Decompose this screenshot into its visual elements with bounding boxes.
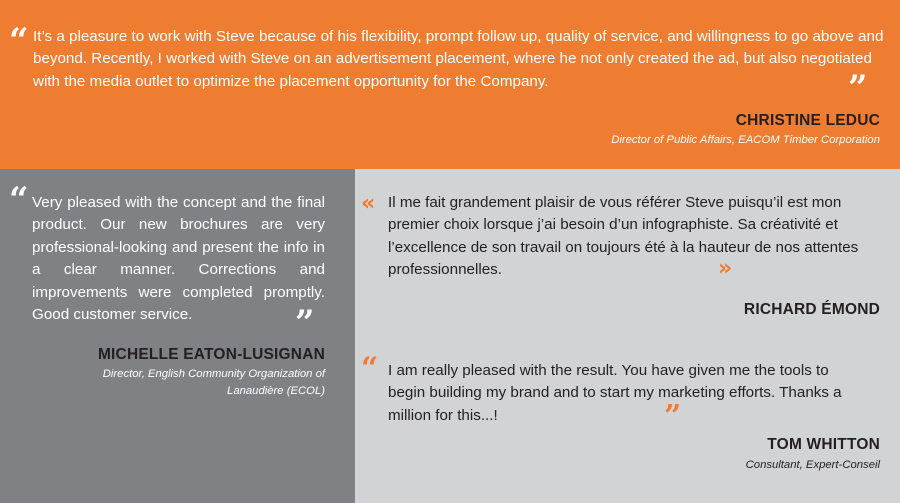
testimonial-quote: It’s a pleasure to work with Steve because of his flexibility, prompt follow up, quality of service, and willingness to go above and beyond. Recently, I worked with Steve on an advertisement placement, where he not only created the ad, but also negotiated with the media outlet to optimize the placement opportunity for the Company. — [33, 28, 884, 90]
open-quote-icon: “ — [9, 21, 29, 61]
testimonial-quote: Very pleased with the concept and the final product. Our new brochures are very professional-looking and present the info in a clear manner. Corrections and improvements were completed promptly. Good customer service. — [32, 194, 325, 324]
testimonial-author-name: MICHELLE EATON-LUSIGNAN — [97, 346, 325, 363]
testimonial-quote-tom: I am really pleased with the result. You have given me the tools to begin building my brand and to start my marketing efforts. Thanks a million for this...! — [388, 362, 842, 424]
testimonial-author-role: Director, English Community Organization of Lanaudière (ECOL) — [102, 368, 325, 397]
testimonials-right-column — [355, 169, 900, 503]
close-quote-icon: ” — [664, 399, 682, 434]
testimonial-christine — [0, 0, 900, 169]
close-quote-icon: ” — [848, 68, 868, 108]
open-quote-icon: “ — [9, 180, 29, 220]
testimonial-author-name-tom: TOM WHITTON — [767, 436, 880, 453]
testimonial-author-name: CHRISTINE LEDUC — [735, 112, 880, 129]
open-quote-icon: “ — [361, 351, 379, 386]
testimonial-quote-richard: Il me fait grandement plaisir de vous référer Steve puisqu’il est mon premier choix lorsque j’ai besoin d’un infographiste. Sa créativité et l’excellence de son travail on toujours été à la hauteur de nos attentes professionnelles. — [388, 194, 859, 279]
open-guillemet-icon: « — [361, 191, 376, 216]
testimonial-author-name-richard: RICHARD ÉMOND — [743, 301, 880, 318]
testimonial-author-role: Director of Public Affairs, EACOM Timber Corporation — [611, 134, 880, 146]
close-guillemet-icon: » — [718, 256, 733, 281]
close-quote-icon: ” — [295, 303, 315, 343]
testimonial-author-role-tom: Consultant, Expert-Conseil — [745, 459, 880, 471]
testimonial-michelle — [0, 169, 355, 503]
